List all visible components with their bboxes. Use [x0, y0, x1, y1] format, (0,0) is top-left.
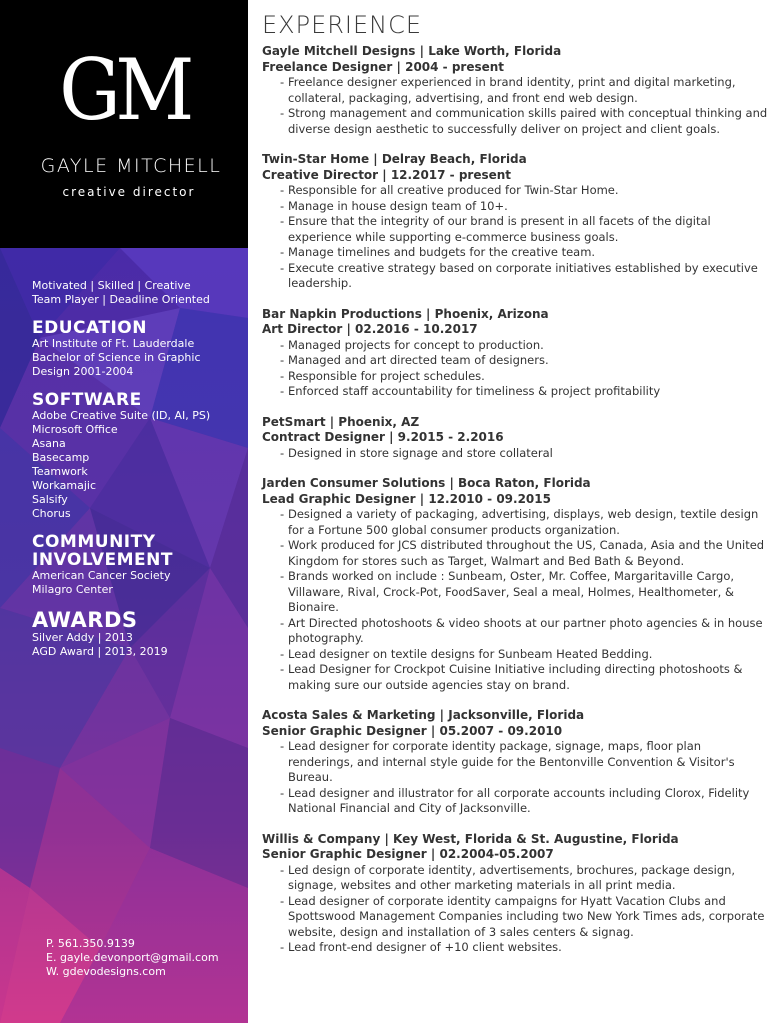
software-item: Basecamp — [32, 451, 90, 464]
award-item: Silver Addy | 2013 — [32, 631, 133, 644]
software-heading: SOFTWARE — [32, 390, 142, 410]
software-item: Workamajic — [32, 479, 97, 492]
job-bullet: - Lead designer on textile designs for Sunbeam Heated Bedding. — [280, 647, 770, 663]
education-line: Design 2001-2004 — [32, 365, 134, 378]
job-bullet: - Managed projects for concept to production. — [280, 338, 770, 354]
contact-web: W. gdevodesigns.com — [46, 965, 166, 978]
job-bullet: - Responsible for all creative produced for Twin-Star Home. — [280, 183, 770, 199]
job-bullet: - Lead designer of corporate identity campaigns for Hyatt Vacation Clubs and Spottswood Management Companies including two New York Times ads, corporate website, design and installation of 3 sales centers & signag. — [280, 894, 770, 941]
job-title: Contract Designer | 9.2015 - 2.2016 — [262, 430, 504, 444]
contact-info — [46, 937, 219, 979]
job-company: Gayle Mitchell Designs | Lake Worth, Florida — [262, 44, 562, 58]
community-section — [32, 533, 242, 597]
job-entry — [262, 415, 770, 462]
software-section — [32, 391, 242, 521]
job-bullets — [262, 863, 770, 956]
trait-line: Team Player | Deadline Oriented — [32, 293, 210, 306]
job-company: Twin-Star Home | Delray Beach, Florida — [262, 152, 527, 166]
job-company: PetSmart | Phoenix, AZ — [262, 414, 420, 429]
job-bullet: - Strong management and communication skills paired with conceptual thinking and diverse design aesthetic to successfully deliver on project and client goals. — [280, 106, 770, 137]
software-item: Teamwork — [32, 465, 88, 478]
software-item: Asana — [32, 437, 66, 450]
job-entry — [262, 307, 770, 400]
candidate-role: creative director — [62, 185, 196, 199]
job-company: Bar Napkin Productions | Phoenix, Arizona — [262, 306, 549, 321]
job-bullet: - Responsible for project schedules. — [280, 369, 770, 385]
job-entry — [262, 708, 770, 817]
job-bullet: - Managed and art directed team of designers. — [280, 353, 770, 369]
job-entry — [262, 476, 770, 693]
job-bullet: - Execute creative strategy based on corporate initiatives established by executive leadership. — [280, 261, 770, 292]
job-title: Freelance Designer | 2004 - present — [262, 59, 505, 74]
job-company: Jarden Consumer Solutions | Boca Raton, Florida — [262, 476, 591, 490]
job-bullet: - Lead designer and illustrator for all corporate accounts including Clorox, Fidelity National Financial and City of Jacksonville. — [280, 786, 770, 817]
job-bullet: - Enforced staff accountability for timeliness & project profitability — [280, 384, 770, 400]
job-bullets — [262, 338, 770, 400]
community-heading-line: INVOLVEMENT — [32, 550, 173, 570]
job-title: Lead Graphic Designer | 12.2010 - 09.2015 — [262, 491, 551, 506]
job-bullet: - Work produced for JCS distributed throughout the US, Canada, Asia and the United Kingdom for stores such as Target, Walmart and Bed Bath & Beyond. — [280, 538, 770, 569]
job-title: Art Director | 02.2016 - 10.2017 — [262, 322, 478, 336]
job-bullets — [262, 75, 770, 137]
job-bullet: - Freelance designer experienced in brand identity, print and digital marketing, collateral, packaging, advertising, and front end web design. — [280, 75, 770, 106]
job-title: Senior Graphic Designer | 05.2007 - 09.2010 — [262, 723, 563, 738]
job-entry — [262, 44, 770, 137]
sidebar — [0, 0, 248, 1023]
job-bullets — [262, 739, 770, 817]
job-bullet: - Ensure that the integrity of our brand is present in all facets of the digital experience while supporting e-commerce business goals. — [280, 214, 770, 245]
experience-column — [262, 10, 770, 971]
traits — [32, 279, 242, 307]
job-bullet: - Art Directed photoshoots & video shoots at our partner photo agencies & in house photography. — [280, 616, 770, 647]
contact-phone: P. 561.350.9139 — [46, 937, 135, 950]
job-bullet: - Lead Designer for Crockpot Cuisine Initiative including directing photoshoots & making sure our outside agencies stay on brand. — [280, 662, 770, 693]
job-company: Acosta Sales & Marketing | Jacksonville, Florida — [262, 708, 585, 722]
education-line: Bachelor of Science in Graphic — [32, 351, 201, 364]
job-company: Willis & Company | Key West, Florida & St. Augustine, Florida — [262, 831, 679, 846]
education-section — [32, 319, 242, 379]
awards-heading: AWARDS — [32, 608, 138, 632]
trait-line: Motivated | Skilled | Creative — [32, 279, 191, 292]
software-item: Salsify — [32, 493, 68, 506]
contact-email: E. gayle.devonport@gmail.com — [46, 951, 219, 964]
sidebar-content — [32, 279, 242, 659]
sidebar-header — [0, 0, 248, 248]
education-line: Art Institute of Ft. Lauderdale — [32, 337, 195, 350]
experience-heading: EXPERIENCE — [262, 11, 423, 39]
job-title: Senior Graphic Designer | 02.2004-05.2007 — [262, 847, 554, 861]
awards-section — [32, 609, 242, 659]
job-bullet: - Designed in store signage and store collateral — [280, 446, 770, 462]
job-bullet: - Brands worked on include : Sunbeam, Oster, Mr. Coffee, Margaritaville Cargo, Villaware, Rival, Crock-Pot, FoodSaver, Seal a meal, Holmes, Healthometer, & Bionaire. — [280, 569, 770, 616]
software-item: Adobe Creative Suite (ID, AI, PS) — [32, 409, 211, 422]
software-item: Chorus — [32, 507, 71, 520]
job-bullet: - Lead front-end designer of +10 client websites. — [280, 940, 770, 956]
job-bullet: - Manage timelines and budgets for the creative team. — [280, 245, 770, 261]
job-bullets — [262, 446, 770, 462]
job-bullet: - Led design of corporate identity, advertisements, brochures, package design, signage, websites and other marketing materials in all print media. — [280, 863, 770, 894]
job-bullets — [262, 507, 770, 693]
job-bullets — [262, 183, 770, 292]
community-heading — [32, 533, 242, 569]
monogram-logo: GM — [59, 41, 189, 139]
job-bullet: - Manage in house design team of 10+. — [280, 199, 770, 215]
education-heading: EDUCATION — [32, 318, 147, 338]
award-item: AGD Award | 2013, 2019 — [32, 645, 168, 658]
community-heading-line: COMMUNITY — [32, 532, 156, 552]
candidate-name: GAYLE MITCHELL — [40, 155, 222, 177]
community-item: Milagro Center — [32, 583, 113, 596]
job-title: Creative Director | 12.2017 - present — [262, 167, 512, 182]
job-bullet: - Designed a variety of packaging, advertising, displays, web design, textile design for a Fortune 500 global consumer products organization. — [280, 507, 770, 538]
job-bullet: - Lead designer for corporate identity package, signage, maps, floor plan renderings, and internal style guide for the Bentonville Convention & Visitor's Bureau. — [280, 739, 770, 786]
job-entry — [262, 832, 770, 956]
job-entry — [262, 152, 770, 292]
software-item: Microsoft Office — [32, 423, 118, 436]
community-item: American Cancer Society — [32, 569, 171, 582]
